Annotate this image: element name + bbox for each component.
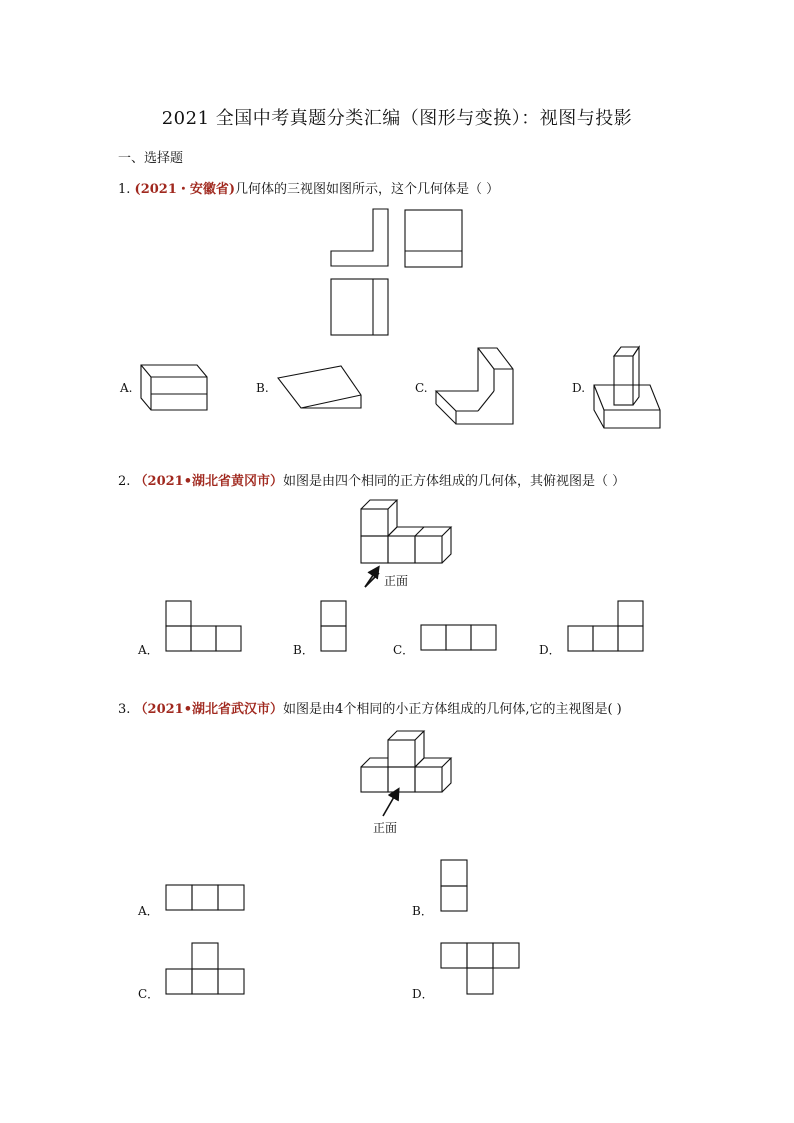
q1-option-d-label: D.: [572, 381, 586, 395]
question-source: （2021•湖北省黄冈市）: [134, 474, 284, 489]
q3-option-b-label: B．: [412, 904, 433, 918]
q2-option-b-figure[interactable]: [321, 601, 346, 651]
q1-top-view: [331, 279, 388, 335]
question-number: 2.: [118, 474, 131, 489]
q2-option-c-label: C．: [393, 643, 415, 657]
q3-option-c-label: C．: [138, 987, 160, 1001]
q3-front-label: 正面: [373, 821, 398, 835]
question-number: 1.: [118, 182, 131, 197]
section-heading: 一、选择题: [118, 151, 184, 166]
q1-option-d-figure[interactable]: [594, 347, 660, 428]
q3-option-a-figure[interactable]: [166, 885, 244, 910]
q1-option-b-label: B.: [256, 381, 269, 395]
q2-option-c-figure[interactable]: [421, 625, 496, 650]
question-source: （2021•湖北省武汉市）: [134, 702, 284, 717]
q3-option-b-figure[interactable]: [441, 860, 467, 911]
q2-option-d-label: D．: [539, 643, 561, 657]
q1-option-a-label: A.: [120, 381, 133, 395]
q3-option-d-figure[interactable]: [441, 943, 519, 994]
q2-option-b-label: B．: [293, 643, 314, 657]
q2-option-d-figure[interactable]: [568, 601, 643, 651]
page-title: 2021 全国中考真题分类汇编（图形与变换）：视图与投影: [161, 108, 633, 129]
q1-option-c-label: C.: [415, 381, 428, 395]
q1-front-view: [331, 209, 388, 266]
q3-option-c-figure[interactable]: [166, 943, 244, 994]
question-text: 几何体的三视图如图所示，这个几何体是（ ）: [235, 182, 500, 197]
q1-side-view: [405, 210, 462, 267]
question-source: (2021・安徽省): [134, 182, 236, 197]
q2-front-label: 正面: [384, 574, 409, 588]
q3-option-a-label: A．: [138, 904, 159, 918]
q2-main-figure: [361, 500, 451, 587]
q3-option-d-label: D．: [412, 987, 434, 1001]
q1-option-a-figure[interactable]: [141, 365, 207, 410]
question-number: 3.: [118, 702, 131, 717]
q1-option-b-figure[interactable]: [278, 366, 361, 408]
question-text: 如图是由四个相同的正方体组成的几何体，其俯视图是（ ）: [283, 474, 626, 489]
q2-option-a-label: A．: [138, 643, 159, 657]
q3-main-figure: [361, 731, 451, 816]
q2-option-a-figure[interactable]: [166, 601, 241, 651]
question-text: 如图是由4个相同的小正方体组成的几何体,它的主视图是( ): [283, 702, 622, 717]
q1-option-c-figure[interactable]: [436, 348, 513, 424]
